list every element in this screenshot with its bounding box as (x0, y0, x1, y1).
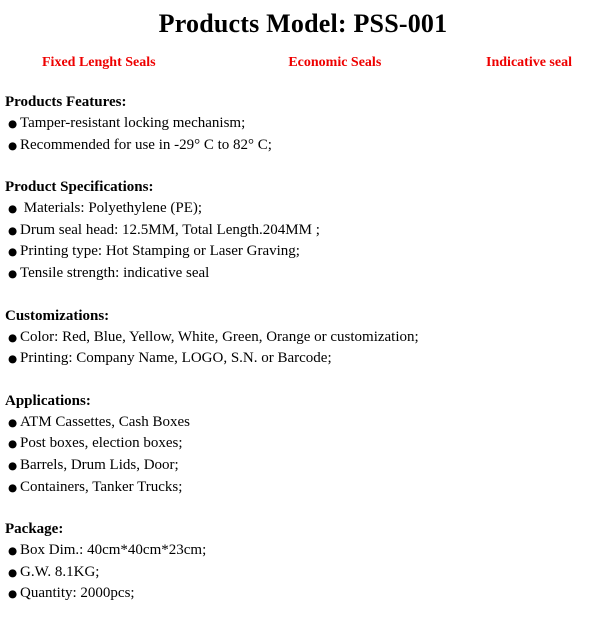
section-applications (0, 391, 606, 498)
link-fixed-lenght-seals[interactable]: Fixed Lenght Seals (42, 55, 156, 70)
bullet-item (5, 455, 606, 477)
bullet-icon: ● (8, 416, 18, 429)
bullet-item (5, 433, 606, 455)
section-heading: Package: (5, 521, 64, 538)
section-product-specifications (0, 177, 606, 284)
bullet-item (5, 477, 606, 499)
bullet-text: Post boxes, election boxes; (20, 435, 183, 452)
section-products-features (0, 92, 606, 156)
bullet-list (5, 327, 606, 370)
bullet-item (5, 198, 606, 220)
bullet-item (5, 327, 606, 349)
category-links-row (0, 55, 606, 71)
bullet-text: Box Dim.: 40cm*40cm*23cm; (20, 542, 207, 559)
bullet-icon: ● (8, 118, 18, 130)
bullet-text: Tamper-resistant locking mechanism; (20, 115, 246, 131)
bullet-item (5, 241, 606, 263)
bullet-icon: ● (8, 139, 18, 152)
bullet-item (5, 540, 606, 562)
bullet-icon: ● (8, 267, 18, 280)
section-heading: Products Features: (5, 94, 127, 110)
bullet-text: Containers, Tanker Trucks; (20, 478, 183, 495)
bullet-icon: ● (8, 566, 18, 579)
bullet-icon: ● (8, 459, 18, 472)
bullet-icon: ● (8, 481, 18, 494)
section-heading: Applications: (5, 392, 91, 409)
bullet-item (5, 263, 606, 285)
bullet-icon: ● (8, 224, 18, 237)
bullet-text: ATM Cassettes, Cash Boxes (20, 413, 190, 430)
bullet-item (5, 562, 606, 584)
bullet-text: Recommended for use in -29° C to 82° C; (20, 136, 272, 153)
section-package (0, 519, 606, 605)
bullet-item (5, 113, 606, 135)
bullet-text: Drum seal head: 12.5MM, Total Length.204MM ; (20, 221, 320, 238)
link-indicative-seal[interactable]: Indicative seal (486, 55, 572, 70)
bullet-item (5, 220, 606, 242)
bullet-text: Tensile strength: indicative seal (20, 264, 210, 281)
bullet-text: Quantity: 2000pcs; (20, 585, 135, 602)
bullet-list (5, 198, 606, 284)
bullet-list (5, 540, 606, 605)
bullet-item (5, 135, 606, 157)
bullet-item (5, 348, 606, 370)
bullet-text: Color: Red, Blue, Yellow, White, Green, Orange or customization; (20, 328, 419, 345)
bullet-text: Materials: Polyethylene (PE); (20, 200, 203, 217)
bullet-item (5, 583, 606, 605)
bullet-icon: ● (8, 438, 18, 451)
bullet-icon: ● (8, 353, 18, 366)
bullet-icon: ● (8, 246, 18, 259)
section-heading: Customizations: (5, 307, 110, 324)
section-heading: Product Specifications: (5, 179, 154, 196)
bullet-item (5, 412, 606, 434)
bullet-text: G.W. 8.1KG; (20, 563, 100, 580)
page-title: Products Model: PSS-001 (158, 9, 448, 38)
bullet-list (5, 113, 606, 156)
bullet-icon: ● (8, 331, 18, 344)
bullet-text: Printing type: Hot Stamping or Laser Graving; (20, 243, 300, 260)
bullet-list (5, 412, 606, 498)
bullet-icon: ● (8, 203, 18, 216)
link-economic-seals[interactable]: Economic Seals (288, 55, 382, 70)
bullet-text: Printing: Company Name, LOGO, S.N. or Barcode; (20, 350, 332, 367)
bullet-icon: ● (8, 545, 18, 558)
bullet-text: Barrels, Drum Lids, Door; (20, 456, 179, 473)
bullet-icon: ● (8, 588, 18, 601)
section-customizations (0, 306, 606, 370)
